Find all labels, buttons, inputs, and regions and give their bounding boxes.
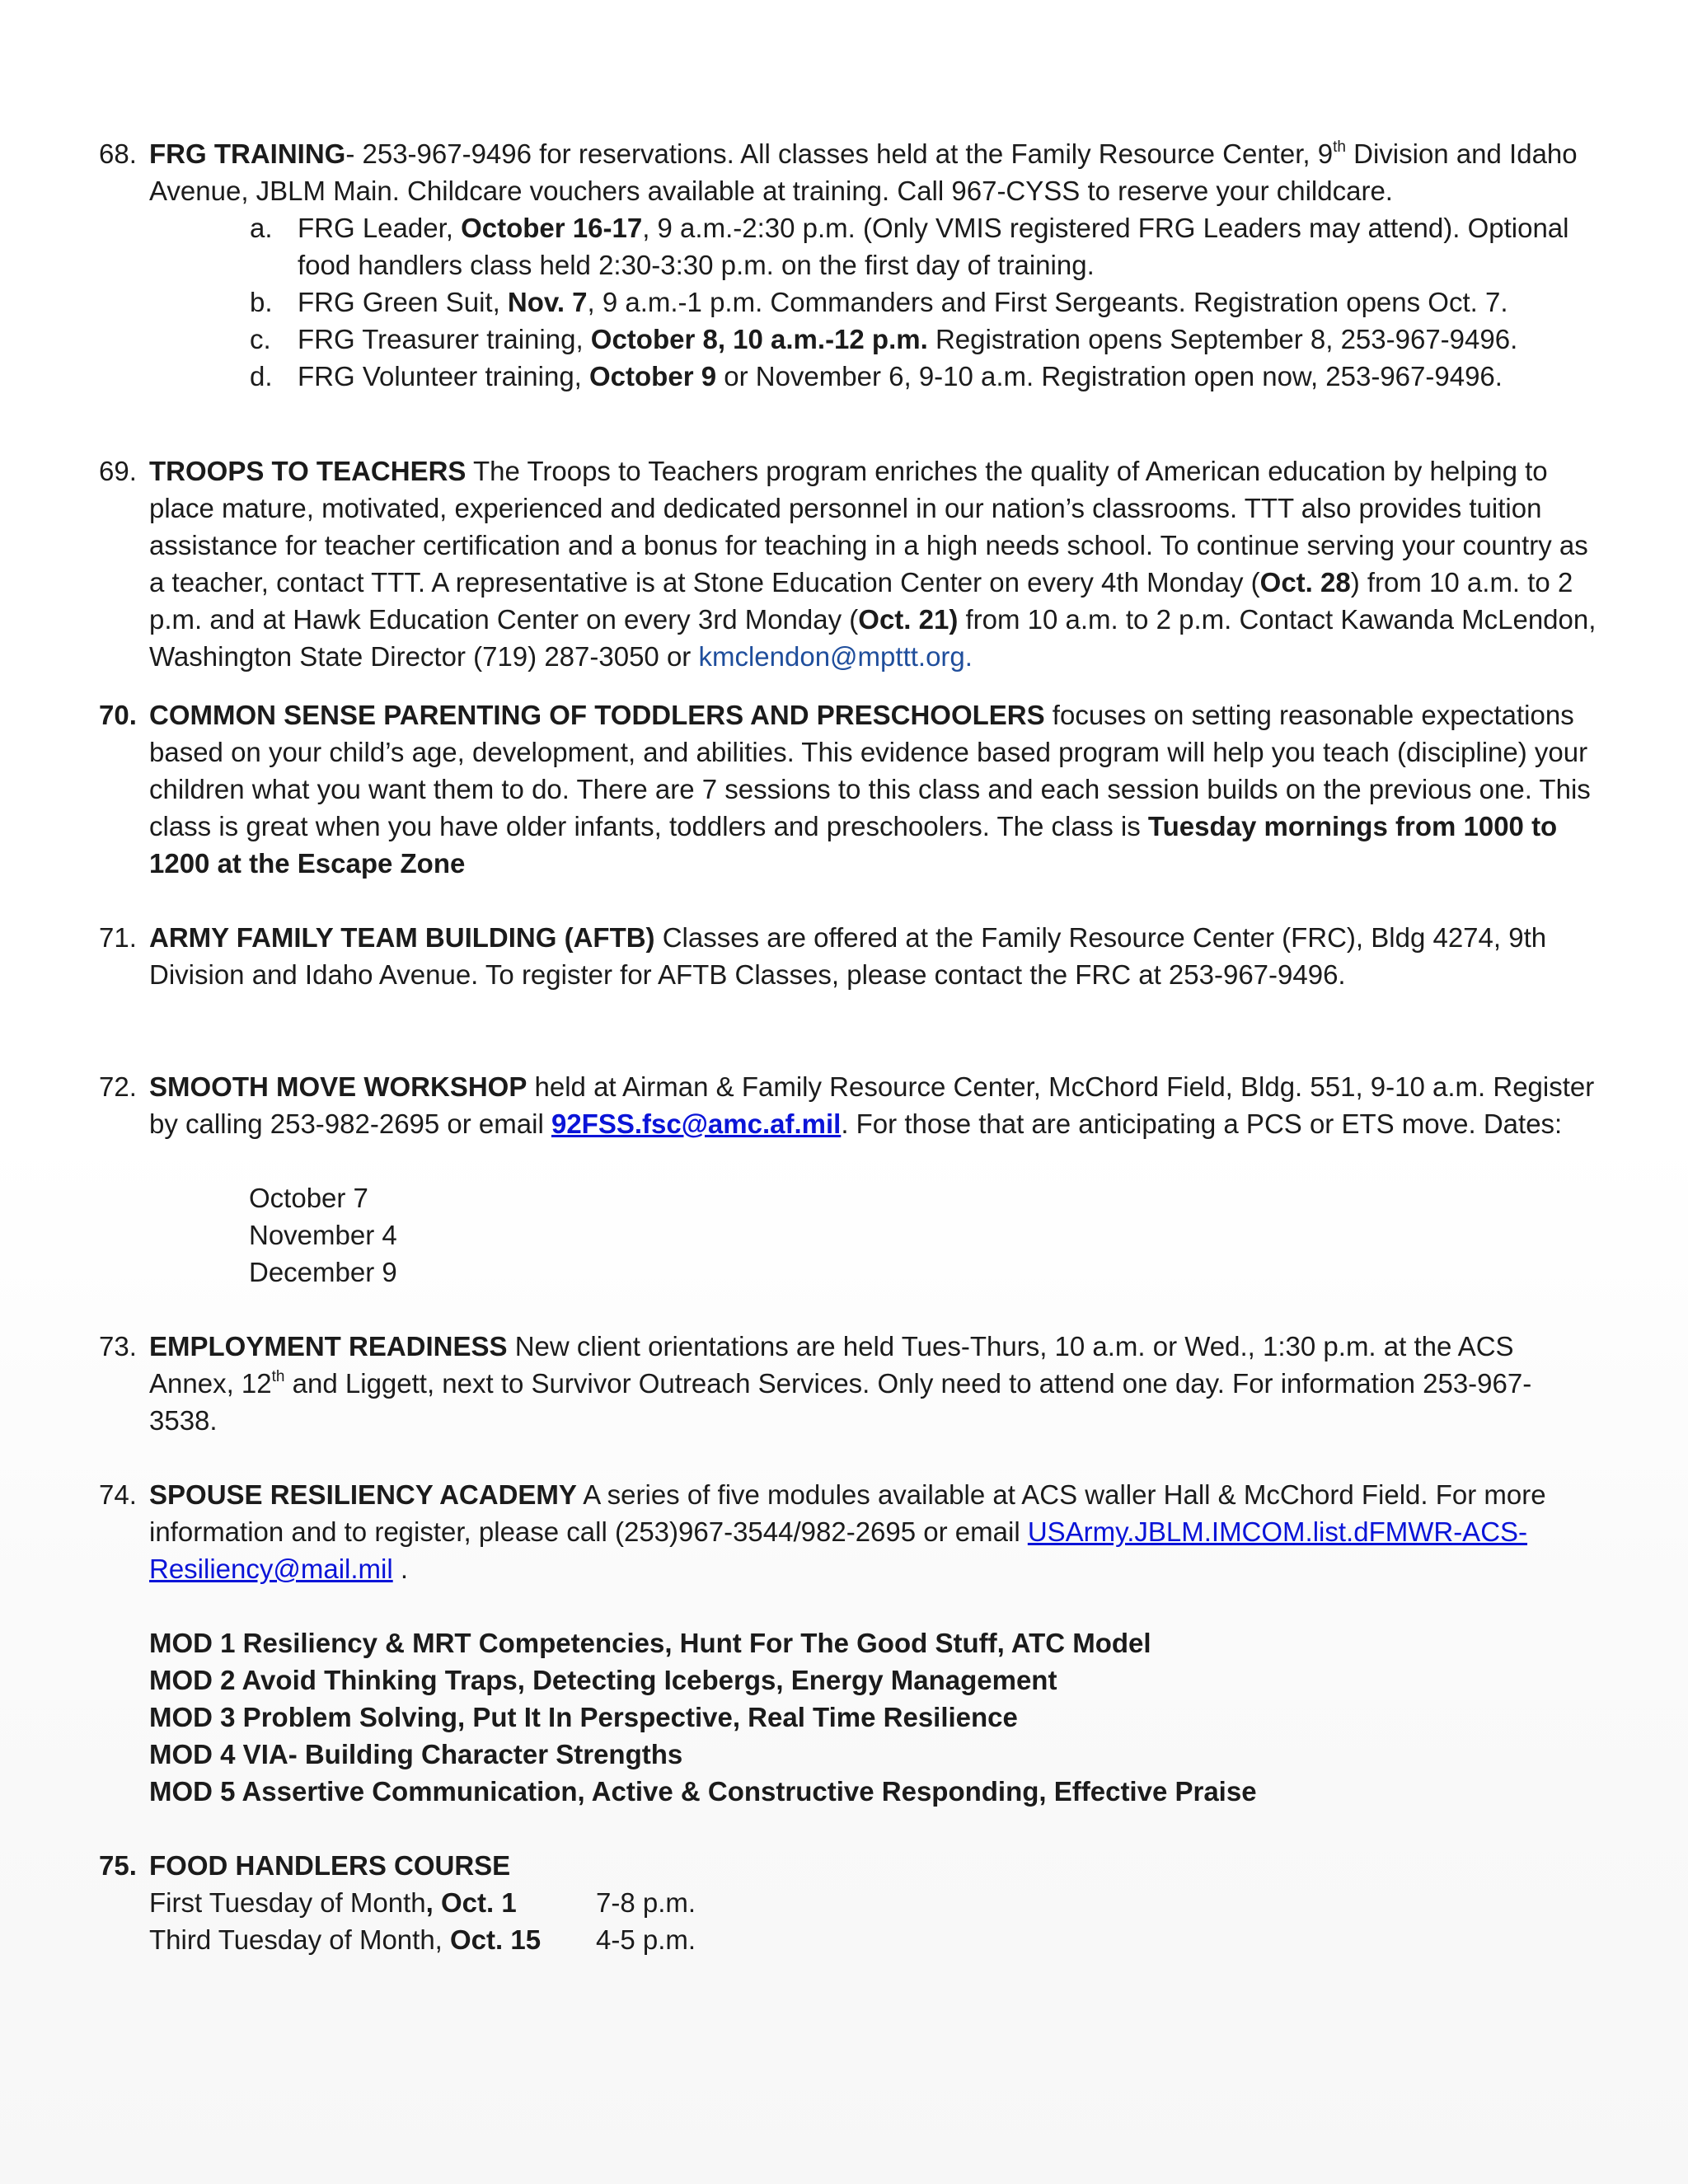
item-text: COMMON SENSE PARENTING OF TODDLERS AND PRESCHOOLERS focuses on setting reasonable expectations based on your child’s age, development, and abilities. This evidence based program will help you teach (discipline) your children what you want them to do. There are 7 sessions to this class and each session builds on the previous one. This class is great when you have older infants, toddlers and preschoolers. The class is Tuesday mornings from 1000 to 1200 at the Escape Zone — [149, 700, 1591, 879]
item-text: TROOPS TO TEACHERS The Troops to Teachers program enriches the quality of American education by helping to place mature, motivated, experienced and dedicated personnel in our nation’s classrooms. TTT also provides tuition assistance for teacher certification and a bonus for teaching in a high needs school. To continue serving your country as a teacher, contact TTT. A representative is at Stone Education Center on every 4th Monday (Oct. 28) from 10 a.m. to 2 p.m. and at Hawk Education Center on every 3rd Monday (Oct. 21) from 10 a.m. to 2 p.m. Contact Kawanda McLendon, Washington State Director (719) 287-3050 or kmclendon@mpttt.org. — [149, 456, 1597, 672]
item-title: FRG TRAINING — [149, 138, 346, 169]
item-number: 73. — [99, 1331, 137, 1361]
module-item: MOD 2 Avoid Thinking Traps, Detecting Icebergs, Energy Management — [149, 1665, 1057, 1695]
item-text: SMOOTH MOVE WORKSHOP held at Airman & Family Resource Center, McChord Field, Bldg. 551, 9-10 a.m. Register by calling 253-982-2695 or email 92FSS.fsc@amc.af.mil. For those that are anticipating a PCS or ETS move. Dates: — [149, 1071, 1595, 1139]
item-number: 72. — [99, 1071, 137, 1102]
email-link-kmclendon[interactable]: kmclendon@mpttt.org. — [698, 641, 973, 672]
module-item: MOD 5 Assertive Communication, Active & Constructive Responding, Effective Praise — [149, 1776, 1257, 1807]
date-list — [149, 1179, 1599, 1291]
item-text: EMPLOYMENT READINESS New client orientations are held Tues-Thurs, 10 a.m. or Wed., 1:30 p.m. at the ACS Annex, 12th and Liggett, next to Survivor Outreach Services. Only need to attend one day. For information 253-967-3538. — [149, 1331, 1532, 1436]
item-frg-training — [99, 135, 1599, 209]
item-aftb — [99, 919, 1599, 993]
sub-item-frg-leader: a. FRG Leader, October 16-17, 9 a.m.-2:30 p.m. (Only VMIS registered FRG Leaders may attend). Optional food handlers class held 2:30-3:30 p.m. on the first day of training. — [250, 213, 1569, 280]
schedule-time: 7-8 p.m. — [596, 1887, 696, 1918]
item-common-sense-parenting — [99, 696, 1599, 882]
item-smooth-move — [99, 1068, 1599, 1291]
item-title: FOOD HANDLERS COURSE — [149, 1850, 511, 1881]
item-title: TROOPS TO TEACHERS — [149, 456, 467, 486]
sub-item-frg-treasurer: c. FRG Treasurer training, October 8, 10 a.m.-12 p.m. Registration opens September 8, 253-967-9496. — [250, 324, 1518, 354]
schedule-row: Third Tuesday of Month, Oct. 15 4-5 p.m. — [149, 1921, 1599, 1958]
item-title: ARMY FAMILY TEAM BUILDING (AFTB) — [149, 922, 655, 953]
schedule-time: 4-5 p.m. — [596, 1924, 696, 1955]
item-text: FRG TRAINING- 253-967-9496 for reservations. All classes held at the Family Resource Center, 9th Division and Idaho Avenue, JBLM Main. Childcare vouchers available at training. Call 967-CYSS to reserve your childcare. — [149, 138, 1578, 206]
item-number: 70. — [99, 700, 137, 730]
item-title: SMOOTH MOVE WORKSHOP — [149, 1071, 528, 1102]
item-title: EMPLOYMENT READINESS — [149, 1331, 508, 1361]
date-item: December 9 — [249, 1257, 397, 1287]
item-title: COMMON SENSE PARENTING OF TODDLERS AND PRESCHOOLERS — [149, 700, 1045, 730]
module-item: MOD 1 Resiliency & MRT Competencies, Hunt For The Good Stuff, ATC Model — [149, 1628, 1151, 1658]
email-link-resiliency[interactable]: USArmy.JBLM.IMCOM.list.dFMWR-ACS-Resiliency@mail.mil — [149, 1516, 1528, 1584]
date-item: October 7 — [249, 1183, 368, 1213]
item-troops-to-teachers — [99, 452, 1599, 675]
item-number: 74. — [99, 1479, 137, 1510]
item-food-handlers — [99, 1847, 1599, 1958]
item-number: 75. — [99, 1850, 137, 1881]
email-link-92fss[interactable]: 92FSS.fsc@amc.af.mil — [551, 1108, 842, 1139]
module-item: MOD 4 VIA- Building Character Strengths — [149, 1739, 683, 1769]
schedule-row: First Tuesday of Month, Oct. 1 7-8 p.m. — [149, 1884, 1599, 1921]
item-employment-readiness — [99, 1328, 1599, 1439]
sub-item-frg-volunteer: d. FRG Volunteer training, October 9 or November 6, 9-10 a.m. Registration open now, 253-967-9496. — [250, 361, 1503, 391]
module-item: MOD 3 Problem Solving, Put It In Perspective, Real Time Resilience — [149, 1702, 1018, 1732]
document-body — [99, 135, 1599, 1958]
sub-item-frg-green-suit: b. FRG Green Suit, Nov. 7, 9 a.m.-1 p.m. Commanders and First Sergeants. Registration opens Oct. 7. — [250, 287, 1508, 317]
item-title: SPOUSE RESILIENCY ACADEMY — [149, 1479, 577, 1510]
item-text: ARMY FAMILY TEAM BUILDING (AFTB) Classes are offered at the Family Resource Center (FRC), Bldg 4274, 9th Division and Idaho Avenue. To register for AFTB Classes, please contact the FRC at 253-967-9496. — [149, 922, 1547, 990]
date-item: November 4 — [249, 1220, 397, 1250]
item-text: SPOUSE RESILIENCY ACADEMY A series of five modules available at ACS waller Hall & McChord Field. For more information and to register, please call (253)967-3544/982-2695 or email USArmy.JBLM.IMCOM.list.dFMWR-ACS-Resiliency@mail.mil . — [149, 1479, 1546, 1584]
module-list — [149, 1624, 1599, 1810]
item-number: 68. — [99, 138, 137, 169]
item-number: 71. — [99, 922, 137, 953]
item-number: 69. — [99, 456, 137, 486]
item-spouse-resiliency — [99, 1476, 1599, 1810]
